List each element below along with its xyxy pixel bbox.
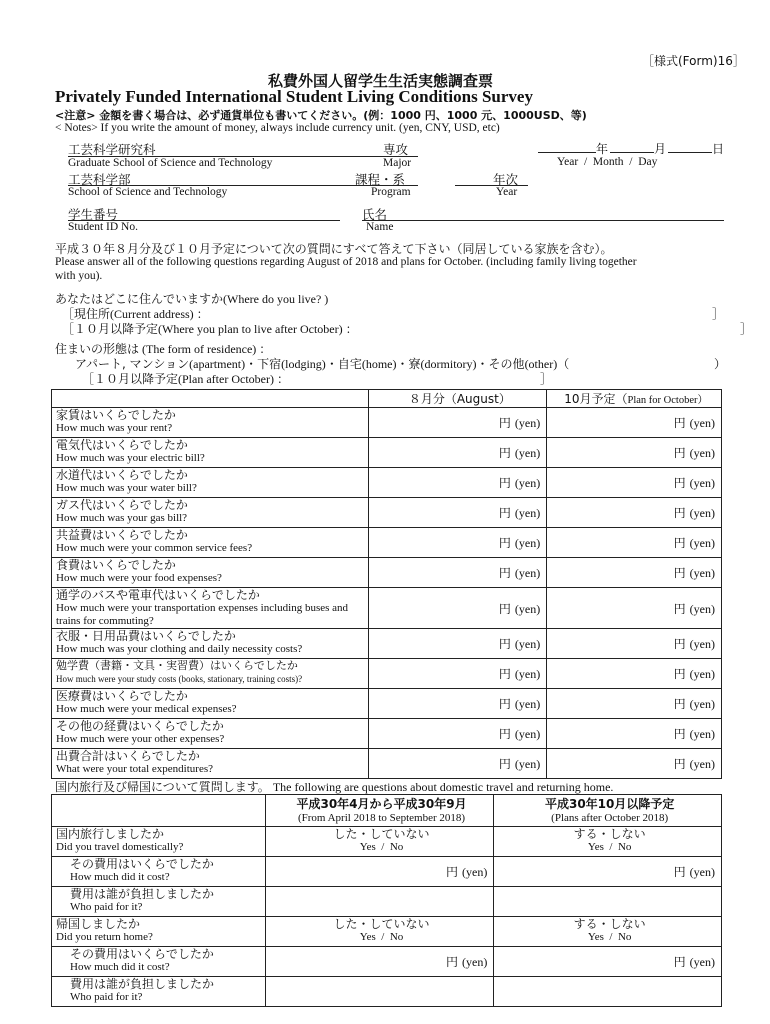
expense-question-jp: 出費合計はいくらでしたか [56, 749, 200, 763]
yen-en: (yen) [689, 536, 715, 550]
yen-jp: 円 [498, 667, 511, 681]
expense-question-jp: 勉学費（書籍・文具・実習費）はいくらでしたか [56, 659, 298, 672]
yen-jp: 円 [498, 566, 511, 580]
travel-col-past-en: (From April 2018 to September 2018) [297, 811, 466, 824]
yen-jp: 円 [673, 416, 686, 430]
type-dormitory-jp: 寮 [408, 357, 421, 371]
yen-en: (yen) [514, 536, 541, 550]
name-jp: 氏名 [362, 207, 388, 222]
yen-jp: 円 [673, 667, 686, 681]
yen-en: (yen) [514, 416, 541, 430]
yen-jp: 円 [673, 727, 686, 741]
residence-plan-after-close: ］ [540, 372, 553, 386]
expense-august-amount[interactable] [369, 749, 547, 779]
travel-return-en: Did you return home? [56, 931, 153, 943]
travel-row-cost [52, 857, 722, 887]
did-options[interactable]: した・していない [333, 827, 430, 841]
travel-cost2-plan[interactable] [494, 947, 722, 977]
type-lodging-jp: 下宿 [257, 357, 282, 371]
expense-question-jp: ガス代はいくらでしたか [56, 498, 188, 512]
expense-august-amount[interactable] [369, 408, 547, 438]
date-en: Year / Month / Day [557, 156, 658, 168]
grad-school-jp: 工芸科学研究科 [68, 142, 156, 157]
expense-question [52, 468, 369, 498]
yen-en: (yen) [689, 476, 715, 490]
expense-august-amount[interactable] [369, 498, 547, 528]
travel-col-plan [494, 795, 722, 827]
travel-col-plan-en: (Plans after October 2018) [551, 811, 669, 824]
type-other-jp: その他 [488, 357, 525, 371]
expense-question-en: How much was your electric bill? [56, 452, 205, 464]
residence-q-en: (Where do you live? ) [223, 292, 329, 306]
travel-who2-en: Who paid for it? [70, 991, 143, 1003]
expense-august-amount[interactable] [369, 719, 547, 749]
expense-october-amount[interactable] [547, 408, 722, 438]
yen-jp: 円 [498, 697, 511, 711]
expense-question-en: How much were your food expenses? [56, 572, 222, 584]
yen-jp: 円 [673, 476, 686, 490]
type-home-jp: 自宅 [337, 357, 362, 371]
date-month-line[interactable] [610, 152, 654, 153]
travel-table [51, 794, 722, 1007]
type-other-en: (other)（ [524, 357, 570, 371]
expense-october-amount[interactable] [547, 659, 722, 689]
plan-address-jp: ［１０月以降予定 [62, 322, 159, 336]
type-dot-1: ・ [245, 357, 258, 371]
expense-october-amount[interactable] [547, 689, 722, 719]
expense-question [52, 558, 369, 588]
travel-domestic-en: Did you travel domestically? [56, 841, 184, 853]
travel-cost2-label [52, 947, 266, 977]
program-jp: 課程・系 [355, 172, 406, 187]
school-jp: 工芸科学部 [68, 172, 131, 187]
travel-who-label [52, 887, 266, 917]
expense-row [52, 689, 722, 719]
expense-august-amount[interactable] [369, 629, 547, 659]
yen-jp: 円 [673, 446, 686, 460]
plan-address-en: (Where you plan to live after October) ： [158, 322, 358, 336]
travel-cost-plan[interactable] [494, 857, 722, 887]
type-dot-2: ・ [325, 357, 338, 371]
expense-row [52, 438, 722, 468]
type-home-en: (home) [361, 357, 397, 371]
expense-row [52, 498, 722, 528]
col-october-en: Plan for October） [627, 395, 708, 406]
expenses-table [51, 389, 722, 779]
note-en: < Notes> If you write the amount of money, always include currency unit. (yen, CNY, USD, etc) [55, 122, 500, 134]
title-en: Privately Funded International Student Living Conditions Survey [55, 87, 533, 106]
expenses-header-blank [52, 390, 369, 408]
yen-en: (yen) [514, 566, 541, 580]
expense-question [52, 629, 369, 659]
expense-question-jp: 水道代はいくらでしたか [56, 468, 188, 482]
travel-who-jp: 費用は誰が負担しましたか [70, 887, 215, 901]
yen-jp: 円 [673, 566, 686, 580]
expense-row [52, 629, 722, 659]
travel-who-plan[interactable] [494, 887, 722, 917]
travel-domestic-plan[interactable] [494, 827, 722, 857]
expense-question-en: How much were your common service fees? [56, 542, 253, 554]
instruction-en-1: Please answer all of the following questions regarding August of 2018 and plans for October. (including family living together [55, 256, 637, 268]
expense-question-jp: 食費はいくらでしたか [56, 558, 176, 572]
yen-jp: 円 [498, 601, 511, 616]
yen-en: (yen) [514, 697, 541, 711]
expense-row [52, 408, 722, 438]
yen-jp: 円 [673, 757, 686, 771]
expense-october-amount[interactable] [547, 528, 722, 558]
yen-jp: 円 [673, 637, 686, 651]
plan-address[interactable] [62, 320, 358, 337]
student-id-en: Student ID No. [68, 221, 138, 233]
travel-who2-past[interactable] [265, 977, 494, 1007]
instruction-en-2: with you). [55, 270, 103, 282]
expense-question-jp: 衣服・日用品費はいくらでしたか [56, 629, 236, 643]
expense-question-en: How much was your rent? [56, 422, 173, 434]
travel-cost-jp: その費用はいくらでしたか [70, 857, 214, 871]
yen-en: (yen) [689, 865, 715, 879]
will-options[interactable]: する・しない [573, 827, 646, 841]
yen-jp: 円 [446, 865, 459, 879]
yes-no-options[interactable]: Yes / No [359, 841, 404, 853]
type-dormitory-en: (dormitory) [420, 357, 477, 371]
col-october [547, 390, 722, 408]
expense-august-amount[interactable] [369, 659, 547, 689]
travel-return-label [52, 917, 266, 947]
yen-en: (yen) [462, 865, 488, 879]
yen-en: (yen) [514, 727, 541, 741]
yen-jp: 円 [498, 446, 511, 460]
school-en: School of Science and Technology [68, 186, 228, 198]
expense-question [52, 438, 369, 468]
year-line[interactable] [455, 185, 493, 186]
expense-august-amount[interactable] [369, 468, 547, 498]
year-en: Year [496, 186, 518, 198]
expenses-header-row [52, 390, 722, 408]
expense-row [52, 528, 722, 558]
travel-intro [55, 778, 613, 795]
travel-who2-jp: 費用は誰が負担しましたか [70, 977, 215, 991]
yes-no-options[interactable]: Yes / No [587, 931, 632, 943]
current-address-en: (Current address) ： [110, 307, 209, 321]
yen-en: (yen) [689, 506, 715, 520]
current-address-close: ］ [712, 307, 725, 321]
travel-col-plan-jp: 平成30年10月以降予定 [544, 796, 675, 811]
residence-form-en: (The form of residence) ： [142, 342, 272, 356]
travel-row-who2 [52, 977, 722, 1007]
expense-august-amount[interactable] [369, 588, 547, 629]
expense-question [52, 749, 369, 779]
expense-question-jp: その他の経費はいくらでしたか [56, 719, 224, 733]
type-apartment-jp: アパート, マンション [75, 357, 190, 371]
residence-types-close: ） [714, 357, 727, 371]
travel-col-past [265, 795, 494, 827]
travel-who2-plan[interactable] [494, 977, 722, 1007]
yen-jp: 円 [498, 727, 511, 741]
title-jp: 私費外国人留学生生活実態調査票 [268, 72, 494, 90]
yen-jp: 円 [498, 637, 511, 651]
yen-jp: 円 [673, 536, 686, 550]
expense-question-en: How much were your study costs (books, stationary, training costs)? [56, 674, 303, 684]
expense-question [52, 689, 369, 719]
expense-october-amount[interactable] [547, 588, 722, 629]
student-id-jp: 学生番号 [68, 207, 119, 222]
travel-cost2-en: How much did it cost? [70, 961, 170, 973]
residence-q-jp: あなたはどこに住んでいますか [55, 292, 224, 306]
plan-address-close: ］ [740, 322, 753, 336]
expense-row [52, 468, 722, 498]
yen-en: (yen) [462, 955, 488, 969]
travel-domestic-label [52, 827, 266, 857]
yen-jp: 円 [498, 506, 511, 520]
major-jp: 専攻 [383, 142, 409, 157]
will-options[interactable]: する・しない [573, 917, 646, 931]
expense-october-amount[interactable] [547, 629, 722, 659]
expense-question-en: How much was your gas bill? [56, 512, 188, 524]
expense-row [52, 588, 722, 629]
yen-jp: 円 [498, 416, 511, 430]
expense-october-amount[interactable] [547, 468, 722, 498]
instruction-jp: 平成３０年８月分及び１０月予定について次の質問にすべて答えて下さい（同居している家族を含む）。 [55, 242, 613, 256]
travel-col-past-jp: 平成30年4月から平成30年9月 [296, 796, 467, 811]
travel-row-cost2 [52, 947, 722, 977]
travel-cost2-past[interactable] [265, 947, 494, 977]
travel-header-row [52, 795, 722, 827]
yen-en: (yen) [689, 757, 715, 771]
yen-en: (yen) [514, 506, 541, 520]
major-en: Major [383, 157, 412, 169]
yen-en: (yen) [689, 601, 715, 616]
yen-jp: 円 [673, 601, 686, 616]
yes-no-options[interactable]: Yes / No [587, 841, 632, 853]
yen-jp: 円 [673, 697, 686, 711]
grad-school-en: Graduate School of Science and Technology [68, 157, 273, 169]
type-dot-4: ・ [476, 357, 489, 371]
yen-en: (yen) [689, 446, 715, 460]
expense-question-en: How much were your other expenses? [56, 733, 225, 745]
travel-who-past[interactable] [265, 887, 494, 917]
travel-header-blank [52, 795, 266, 827]
expense-question-en: How much were your medical expenses? [56, 703, 237, 715]
travel-cost2-jp: その費用はいくらでしたか [70, 947, 214, 961]
yen-en: (yen) [689, 566, 715, 580]
yen-jp: 円 [446, 955, 459, 969]
yen-jp: 円 [498, 476, 511, 490]
travel-return-plan[interactable] [494, 917, 722, 947]
expense-question-en: What were your total expenditures? [56, 763, 213, 775]
yen-en: (yen) [514, 446, 541, 460]
year-kanji: 年 [596, 142, 609, 156]
note-jp: <注意> 金額を書く場合は、必ず通貨単位も書いてください。(例：1000 円、1000 元、1000USD、等) [55, 109, 587, 122]
expense-question-jp: 共益費はいくらでしたか [56, 528, 188, 542]
expense-october-amount[interactable] [547, 498, 722, 528]
expense-october-amount[interactable] [547, 749, 722, 779]
expense-october-amount[interactable] [547, 719, 722, 749]
expense-row [52, 659, 722, 689]
expense-row [52, 749, 722, 779]
expense-question-en: How much was your water bill? [56, 482, 197, 494]
residence-plan-after-en: (Plan after October) ： [178, 372, 289, 386]
travel-who2-label [52, 977, 266, 1007]
travel-cost-past[interactable] [265, 857, 494, 887]
yen-en: (yen) [514, 476, 541, 490]
col-august: ８月分（August） [369, 390, 547, 408]
yen-jp: 円 [673, 865, 686, 879]
residence-plan-after[interactable] [82, 370, 289, 387]
travel-return-past[interactable] [265, 917, 494, 947]
expense-question-jp: 家賃はいくらでしたか [56, 408, 176, 422]
yen-en: (yen) [689, 697, 715, 711]
day-kanji: 日 [712, 142, 725, 156]
travel-domestic-past[interactable] [265, 827, 494, 857]
name-en: Name [366, 221, 394, 233]
expense-question-jp: 医療費はいくらでしたか [56, 689, 188, 703]
yen-jp: 円 [498, 536, 511, 550]
expense-question [52, 659, 369, 689]
travel-cost-en: How much did it cost? [70, 871, 170, 883]
travel-who-en: Who paid for it? [70, 901, 143, 913]
expense-october-amount[interactable] [547, 558, 722, 588]
yen-en: (yen) [689, 637, 715, 651]
expense-august-amount[interactable] [369, 558, 547, 588]
name-line[interactable] [362, 220, 724, 221]
current-address-jp: ［現住所 [62, 307, 111, 321]
expense-august-amount[interactable] [369, 528, 547, 558]
yen-en: (yen) [514, 757, 541, 771]
yen-jp: 円 [673, 506, 686, 520]
expense-question [52, 588, 369, 629]
travel-row-domestic [52, 827, 722, 857]
type-apartment-en: (apartment) [189, 357, 246, 371]
yen-en: (yen) [689, 727, 715, 741]
program-en: Program [371, 186, 411, 198]
did-options[interactable]: した・していない [333, 917, 430, 931]
residence-plan-after-jp: ［１０月以降予定 [82, 372, 179, 386]
expense-question [52, 719, 369, 749]
yen-en: (yen) [514, 667, 541, 681]
year-jp: 年次 [493, 172, 519, 187]
travel-intro-jp: 国内旅行及び帰国について質問します。 [55, 780, 270, 794]
travel-intro-en: The following are questions about domestic travel and returning home. [272, 780, 614, 794]
expense-question [52, 498, 369, 528]
yen-en: (yen) [689, 667, 715, 681]
month-kanji: 月 [654, 142, 667, 156]
expense-question [52, 408, 369, 438]
yen-jp: 円 [673, 955, 686, 969]
yen-en: (yen) [514, 637, 541, 651]
expense-question-jp: 電気代はいくらでしたか [56, 438, 188, 452]
expense-row [52, 558, 722, 588]
yen-jp: 円 [498, 757, 511, 771]
form-id: ［様式(Form)16］ [642, 54, 745, 68]
travel-row-who [52, 887, 722, 917]
col-october-jp: 10月予定（ [564, 392, 628, 406]
yen-en: (yen) [514, 601, 541, 616]
travel-cost-label [52, 857, 266, 887]
expense-august-amount[interactable] [369, 689, 547, 719]
expense-row [52, 719, 722, 749]
travel-return-jp: 帰国しましたか [56, 917, 141, 931]
expense-question-en: How much was your clothing and daily necessity costs? [56, 643, 303, 655]
travel-domestic-jp: 国内旅行しましたか [56, 827, 165, 841]
expenses-body [52, 408, 722, 779]
expense-question-en: How much were your transportation expenses including buses and trains for commuting? [56, 602, 349, 627]
date-year-line[interactable] [538, 152, 596, 153]
expense-october-amount[interactable] [547, 438, 722, 468]
type-dot-3: ・ [396, 357, 409, 371]
travel-row-return [52, 917, 722, 947]
type-lodging-en: (lodging) [281, 357, 326, 371]
date-day-line[interactable] [668, 152, 712, 153]
expense-question [52, 528, 369, 558]
yen-en: (yen) [689, 416, 715, 430]
expense-august-amount[interactable] [369, 438, 547, 468]
expense-question-jp: 通学のバスや電車代はいくらでしたか [56, 588, 260, 602]
yen-en: (yen) [689, 955, 715, 969]
residence-form-jp: 住まいの形態は [55, 342, 140, 356]
yes-no-options[interactable]: Yes / No [359, 931, 404, 943]
